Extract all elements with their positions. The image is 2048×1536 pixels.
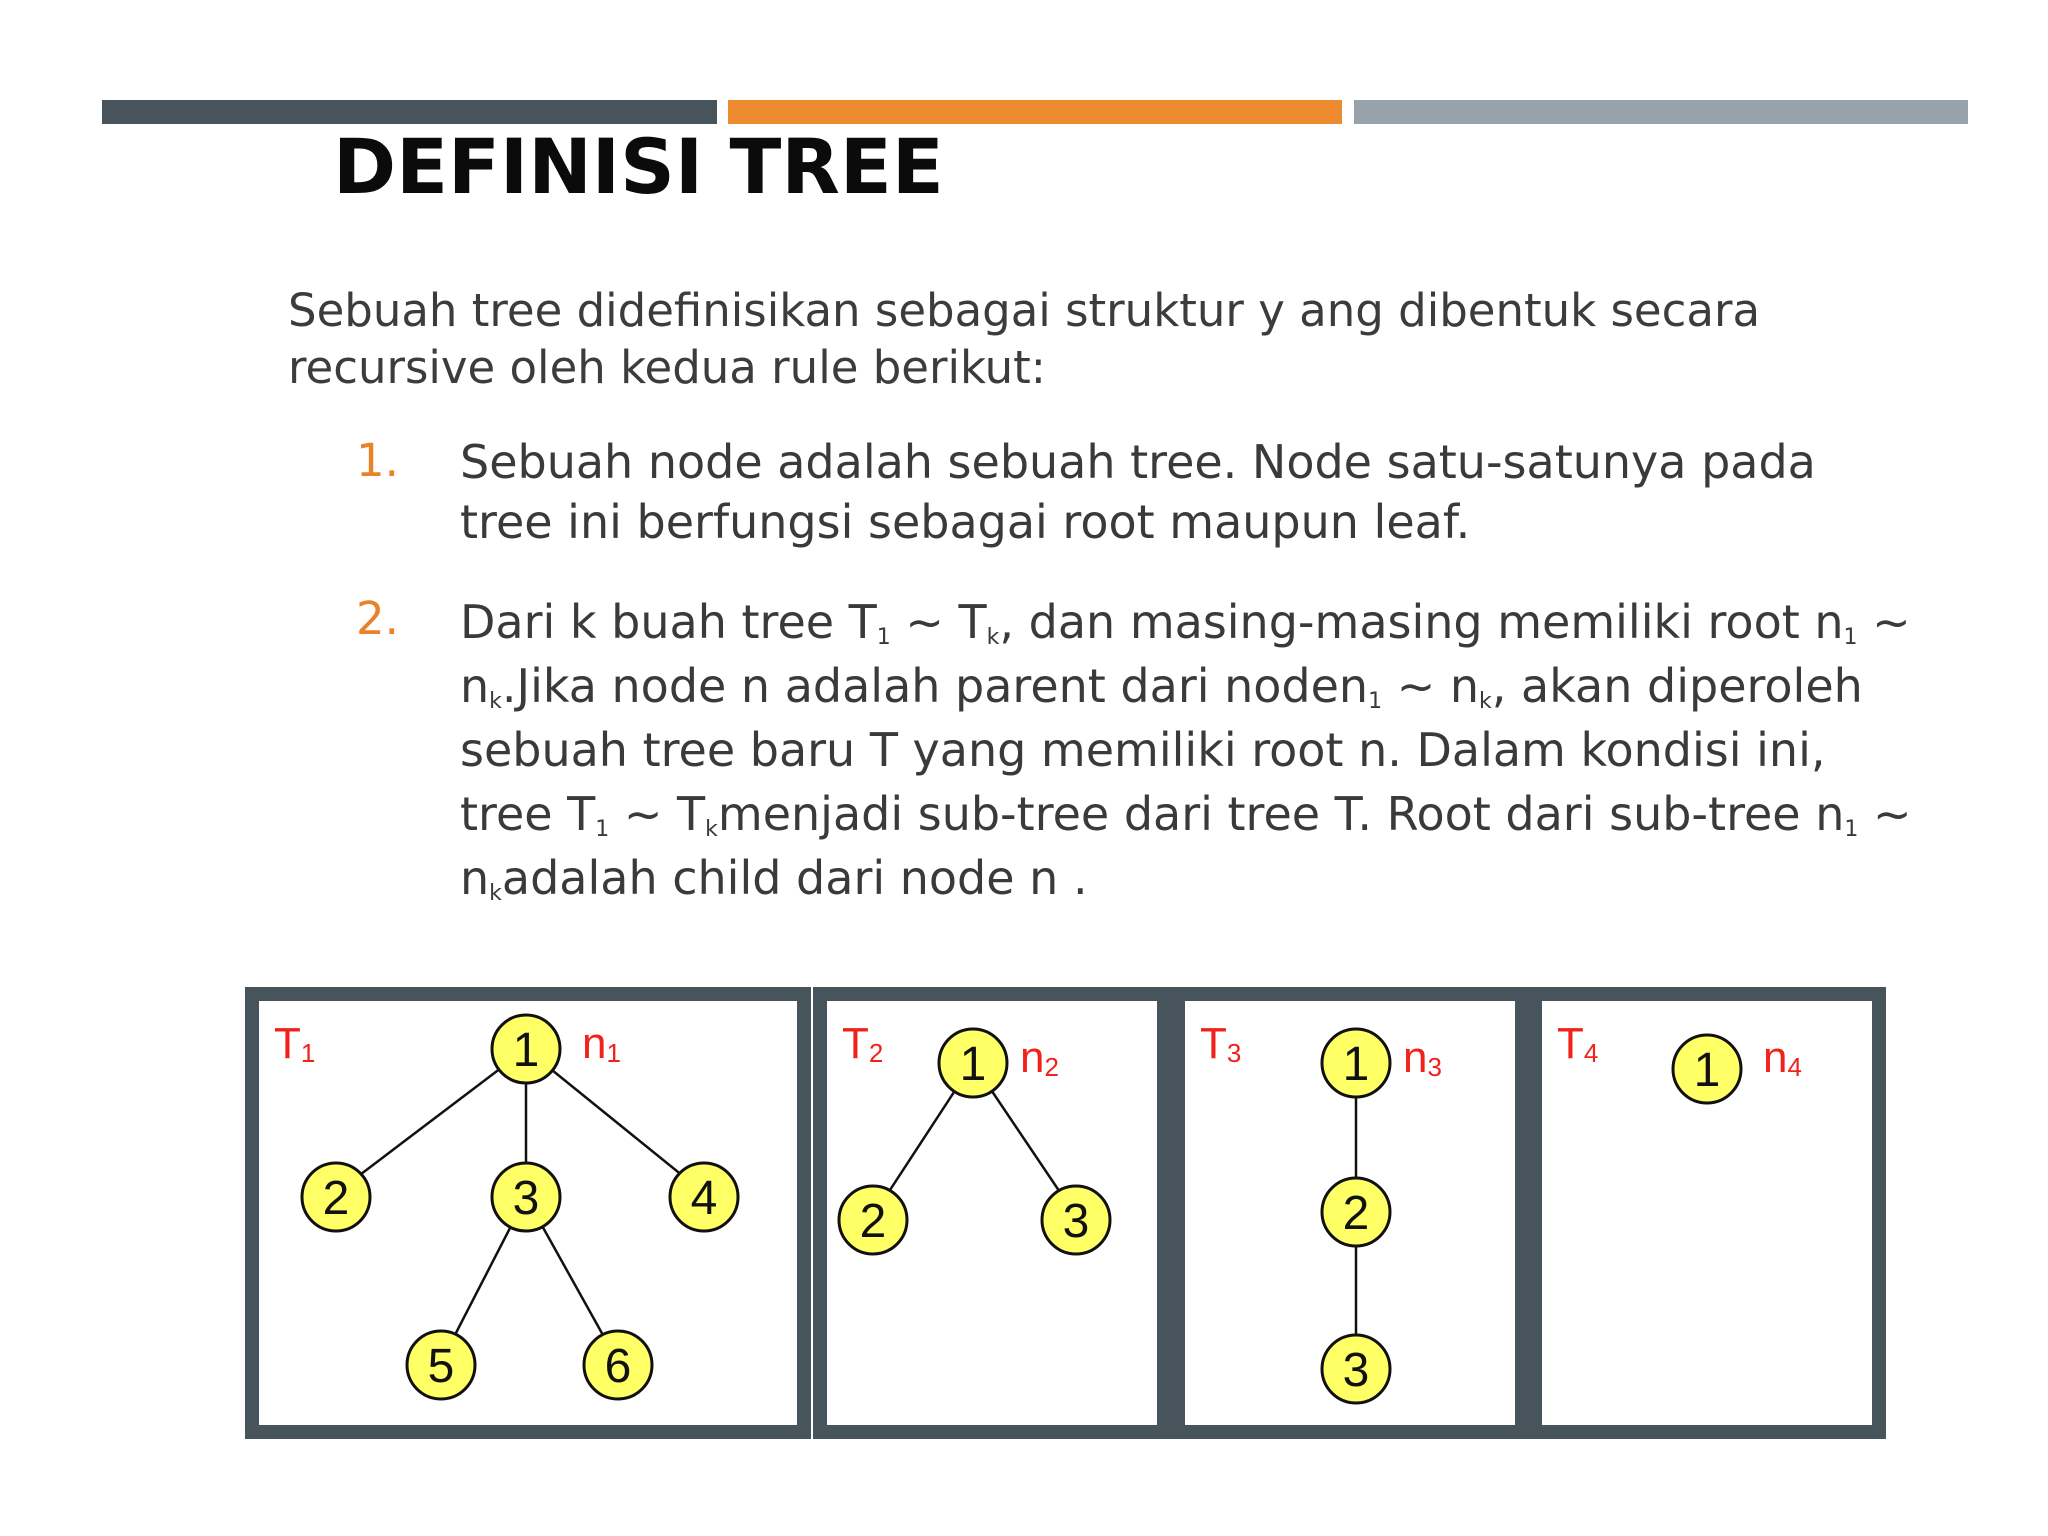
tree-node: [584, 1331, 652, 1399]
rule-1-text: Sebuah node adalah sebuah tree. Node satu-satunya pada tree ini berfungsi sebagai root maupun leaf.: [460, 435, 1816, 549]
tree-node: [670, 1163, 738, 1231]
root-label: n2: [1020, 1033, 1059, 1082]
tree-panel-t4: [1535, 994, 1879, 1432]
svg-text:6: 6: [604, 1340, 632, 1393]
tree-panel-t1: [252, 994, 804, 1432]
tree-node: [839, 1186, 907, 1254]
intro-paragraph: Sebuah tree didefinisikan sebagai struktur y ang dibentuk secara recursive oleh kedua rule berikut:: [288, 284, 1761, 394]
tree-node: [1042, 1186, 1110, 1254]
tree-node: [1673, 1035, 1741, 1103]
rule-2-text: Dari k buah tree $T_1$ ~ $T_k$, dan masing-masing memiliki root $n_1$ ~ $n_k.Jika$ node n adalah parent dari noden$_1$ ~ $n_k$, akan diperoleh sebuah tree baru T yang memiliki root n. Dalam kondisi ini, tree $T_1$ ~ $T_kmenjadi$ sub-tree dari tree T. Root dari sub-tree $n_1$ ~ $n_kadalah$ child dari node n .: [460, 595, 1912, 906]
tree-node: [1322, 1178, 1390, 1246]
svg-text:5: 5: [427, 1340, 455, 1393]
svg-text:1: 1: [512, 1024, 540, 1077]
svg-text:3: 3: [1342, 1344, 1370, 1397]
tree-node: [407, 1331, 475, 1399]
tree-panel-t2: [820, 994, 1164, 1432]
tree-panel-t3: [1178, 994, 1522, 1432]
root-label: n1: [582, 1019, 621, 1068]
slide-title: DEFINISI TREE: [333, 122, 944, 211]
tree-node: [1322, 1029, 1390, 1097]
tree-label: T3: [1200, 1019, 1242, 1068]
svg-text:2: 2: [322, 1172, 350, 1225]
tree-label: T1: [274, 1019, 316, 1068]
svg-text:1: 1: [959, 1038, 987, 1091]
root-label: n3: [1403, 1033, 1442, 1082]
rule-2-number: 2.: [356, 592, 399, 645]
tree-label: T2: [842, 1019, 884, 1068]
root-label: n4: [1763, 1033, 1802, 1082]
svg-text:1: 1: [1342, 1038, 1370, 1091]
edge: [336, 1049, 526, 1193]
tree-label: T4: [1557, 1019, 1599, 1068]
tree-node: [939, 1029, 1007, 1097]
svg-text:3: 3: [512, 1172, 540, 1225]
svg-text:1: 1: [1693, 1044, 1721, 1097]
tree-node: [302, 1163, 370, 1231]
svg-text:4: 4: [690, 1172, 718, 1225]
svg-text:2: 2: [859, 1195, 887, 1248]
tree-node: [492, 1163, 560, 1231]
rule-1-number: 1.: [356, 434, 399, 487]
svg-text:3: 3: [1062, 1195, 1090, 1248]
svg-text:2: 2: [1342, 1187, 1370, 1240]
tree-node: [492, 1015, 560, 1083]
tree-node: [1322, 1335, 1390, 1403]
